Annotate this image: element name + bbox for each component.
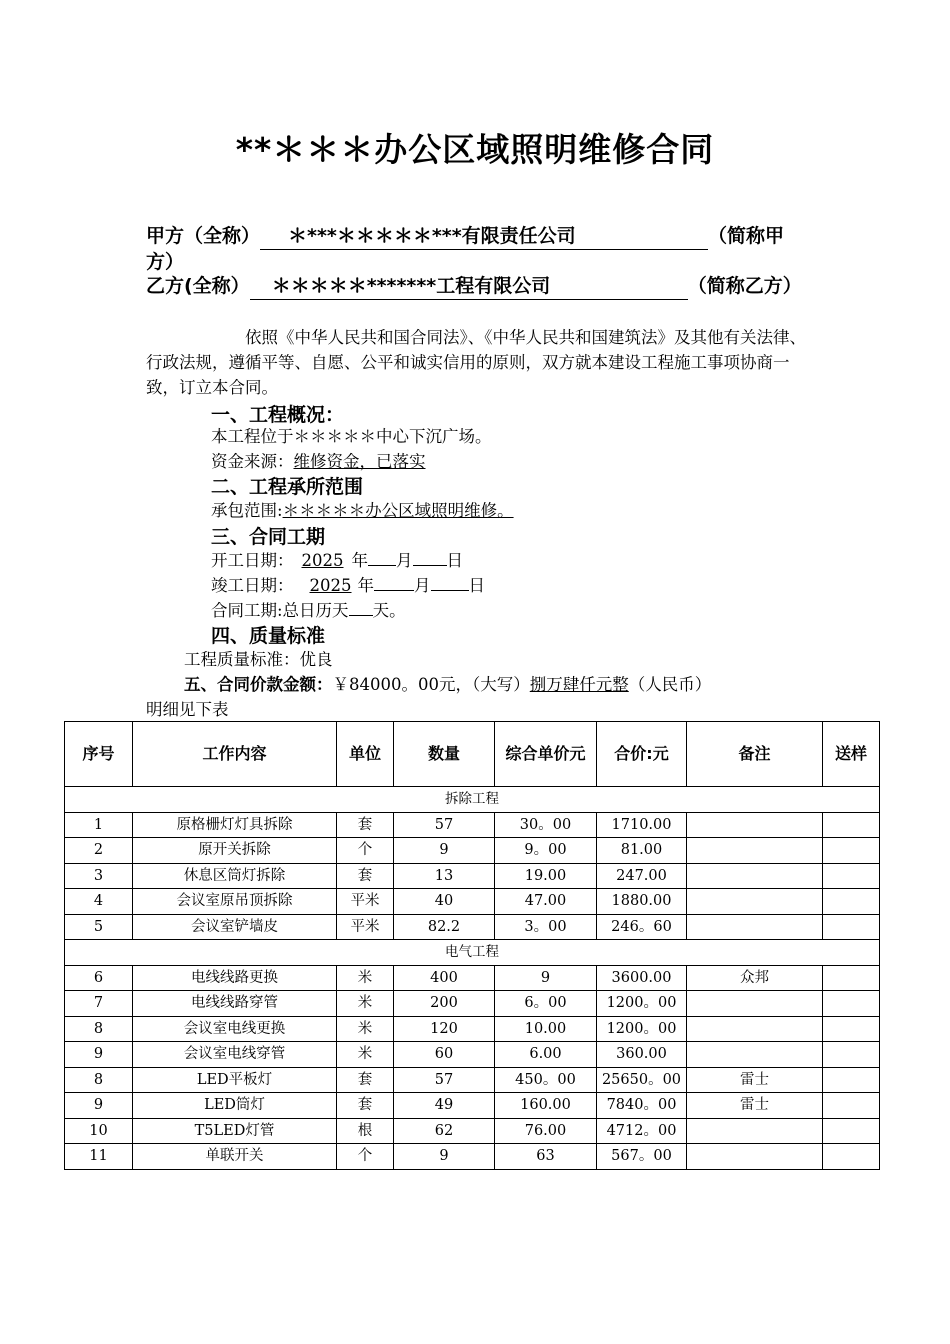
start-year: 2025 <box>301 551 344 570</box>
table-cell <box>687 838 823 864</box>
table-cell: 6.00 <box>495 1042 597 1068</box>
table-cell <box>823 965 880 991</box>
table-row <box>65 1016 880 1042</box>
table-cell: 82.2 <box>394 914 495 940</box>
table-cell: 1880.00 <box>597 889 687 915</box>
table-cell: 个 <box>337 1144 394 1170</box>
end-month-blank <box>374 572 414 591</box>
party-b-name: ＊＊＊＊＊*******工程有限公司 <box>250 274 688 300</box>
table-cell: 160.00 <box>495 1093 597 1119</box>
fund-source-label: 资金来源： <box>211 452 294 471</box>
table-cell: 1200。00 <box>597 1016 687 1042</box>
table-cell: 雷士 <box>687 1067 823 1093</box>
table-cell: 米 <box>337 1016 394 1042</box>
table-cell <box>823 838 880 864</box>
table-row <box>65 863 880 889</box>
table-row <box>65 812 880 838</box>
section-2-heading: 二、工程承所范围 <box>211 476 364 498</box>
table-cell: 电线线路穿管 <box>133 991 337 1017</box>
table-cell <box>823 1042 880 1068</box>
table-cell: 120 <box>394 1016 495 1042</box>
table-cell: 平米 <box>337 914 394 940</box>
period-unit: 天。 <box>372 601 406 620</box>
contract-title: **＊＊＊办公区域照明维修合同 <box>235 130 715 169</box>
party-b-suffix: （简称乙方） <box>687 275 802 297</box>
table-cell: T5LED灯管 <box>133 1118 337 1144</box>
table-cell: 个 <box>337 838 394 864</box>
cost-breakdown-table <box>64 721 880 1170</box>
table-cell: 米 <box>337 991 394 1017</box>
table-cell: 11 <box>65 1144 133 1170</box>
table-cell: 6 <box>65 965 133 991</box>
table-cell: 9 <box>495 965 597 991</box>
table-cell <box>823 991 880 1017</box>
column-header: 工作内容 <box>133 722 337 787</box>
table-row <box>65 991 880 1017</box>
table-cell: 7840。00 <box>597 1093 687 1119</box>
day-char: 日 <box>468 576 485 595</box>
table-cell: 62 <box>394 1118 495 1144</box>
end-date-label: 竣工日期： <box>211 576 294 595</box>
table-cell: 567。00 <box>597 1144 687 1170</box>
table-cell: 4712。00 <box>597 1118 687 1144</box>
table-cell: 1 <box>65 812 133 838</box>
table-cell: 13 <box>394 863 495 889</box>
section-5-heading: 五、合同价款金额： <box>184 675 333 694</box>
table-cell: 米 <box>337 965 394 991</box>
table-cell <box>823 812 880 838</box>
quality-standard: 工程质量标准：优良 <box>184 650 333 669</box>
table-cell: 原开关拆除 <box>133 838 337 864</box>
table-cell: 19.00 <box>495 863 597 889</box>
fund-source-value: 维修资金，已落实 <box>293 452 426 471</box>
table-cell: 会议室铲墙皮 <box>133 914 337 940</box>
table-cell: 8 <box>65 1067 133 1093</box>
project-location: 本工程位于＊＊＊＊＊中心下沉广场。 <box>211 427 492 446</box>
detail-note: 明细见下表 <box>146 700 229 719</box>
party-b-label: 乙方(全称） <box>146 275 250 297</box>
table-cell: 3600.00 <box>597 965 687 991</box>
table-cell: 众邦 <box>687 965 823 991</box>
table-cell: 5 <box>65 914 133 940</box>
period-blank <box>349 597 373 616</box>
table-cell: 3 <box>65 863 133 889</box>
table-cell: 76.00 <box>495 1118 597 1144</box>
end-date-line <box>211 572 485 598</box>
table-cell: 30。00 <box>495 812 597 838</box>
table-cell <box>687 889 823 915</box>
price-in-words: 捌万肆仟元整 <box>529 675 629 694</box>
table-cell <box>823 863 880 889</box>
column-header: 单位 <box>337 722 394 787</box>
fund-source-line <box>211 449 426 474</box>
table-cell <box>687 812 823 838</box>
table-cell: 6。00 <box>495 991 597 1017</box>
table-cell: 10 <box>65 1118 133 1144</box>
section-row <box>65 787 880 813</box>
table-cell: 单联开关 <box>133 1144 337 1170</box>
column-header: 数量 <box>394 722 495 787</box>
column-header: 备注 <box>687 722 823 787</box>
table-cell: 平米 <box>337 889 394 915</box>
section-1-heading: 一、工程概况： <box>211 404 345 426</box>
table-cell: 会议室电线穿管 <box>133 1042 337 1068</box>
party-a-suffix: （简称甲方） <box>146 225 785 273</box>
scope-label: 承包范围: <box>211 501 283 520</box>
start-month-blank <box>368 547 396 566</box>
table-cell <box>687 863 823 889</box>
table-cell: 2 <box>65 838 133 864</box>
table-cell: 原格栅灯灯具拆除 <box>133 812 337 838</box>
party-a-line <box>146 224 806 275</box>
table-cell: 9 <box>394 838 495 864</box>
table-cell: 9 <box>394 1144 495 1170</box>
end-year: 2025 <box>309 576 352 595</box>
table-cell <box>687 1042 823 1068</box>
table-header-row <box>65 722 880 787</box>
table-cell: 200 <box>394 991 495 1017</box>
price-line <box>184 672 711 697</box>
table-cell: LED筒灯 <box>133 1093 337 1119</box>
table-cell <box>823 1118 880 1144</box>
table-cell: 246。60 <box>597 914 687 940</box>
period-line <box>211 597 406 623</box>
table-cell <box>823 889 880 915</box>
party-b-line <box>146 274 806 300</box>
table-row <box>65 838 880 864</box>
table-cell: 1710.00 <box>597 812 687 838</box>
intro-paragraph: 依照《中华人民共和国合同法》、《中华人民共和国建筑法》及其他有关法律、行政法规，遵循平等、自愿、公平和诚实信用的原则，双方就本建设工程施工事项协商一致，订立本合同。 <box>146 328 806 397</box>
table-cell <box>687 1118 823 1144</box>
period-label: 合同工期:总日历天 <box>211 601 349 620</box>
table-cell: 套 <box>337 812 394 838</box>
table-cell <box>687 914 823 940</box>
table-cell <box>823 1093 880 1119</box>
party-a-label: 甲方（全称） <box>146 225 261 247</box>
end-day-blank <box>431 572 469 591</box>
table-cell <box>823 1144 880 1170</box>
table-row <box>65 914 880 940</box>
section-4-heading: 四、质量标准 <box>211 625 326 647</box>
table-cell: 米 <box>337 1042 394 1068</box>
table-cell: 9 <box>65 1093 133 1119</box>
table-cell: 9 <box>65 1042 133 1068</box>
table-cell: 450。00 <box>495 1067 597 1093</box>
table-cell: 57 <box>394 812 495 838</box>
table-cell: 40 <box>394 889 495 915</box>
table-cell: 360.00 <box>597 1042 687 1068</box>
table-cell: 1200。00 <box>597 991 687 1017</box>
scope-line <box>211 498 514 523</box>
table-cell: 25650。00 <box>597 1067 687 1093</box>
table-cell <box>687 1144 823 1170</box>
table-row <box>65 1042 880 1068</box>
year-char: 年 <box>357 576 374 595</box>
table-cell: 63 <box>495 1144 597 1170</box>
table-row <box>65 965 880 991</box>
table-cell: LED平板灯 <box>133 1067 337 1093</box>
section-row <box>65 940 880 966</box>
table-cell: 电线线路更换 <box>133 965 337 991</box>
table-cell: 81.00 <box>597 838 687 864</box>
year-char: 年 <box>351 551 368 570</box>
start-day-blank <box>413 547 447 566</box>
table-cell: 休息区筒灯拆除 <box>133 863 337 889</box>
start-date-label: 开工日期： <box>211 551 294 570</box>
column-header: 综合单价元 <box>495 722 597 787</box>
column-header: 合价:元 <box>597 722 687 787</box>
column-header: 送样 <box>823 722 880 787</box>
table-cell <box>687 1016 823 1042</box>
table-row <box>65 1067 880 1093</box>
table-cell: 会议室电线更换 <box>133 1016 337 1042</box>
section-title: 电气工程 <box>65 940 880 966</box>
price-currency: （人民币） <box>628 675 712 694</box>
table-cell <box>687 991 823 1017</box>
price-amount: ￥84000。00元，（大写） <box>332 675 530 694</box>
month-char: 月 <box>414 576 431 595</box>
table-cell <box>823 1067 880 1093</box>
section-3-heading: 三、合同工期 <box>211 526 326 548</box>
table-cell: 8 <box>65 1016 133 1042</box>
table-cell: 60 <box>394 1042 495 1068</box>
table-cell: 47.00 <box>495 889 597 915</box>
party-a-name: ＊***＊＊＊＊＊***有限责任公司 <box>260 224 708 250</box>
column-header: 序号 <box>65 722 133 787</box>
table-cell: 3。00 <box>495 914 597 940</box>
table-cell <box>823 914 880 940</box>
table-cell: 9。00 <box>495 838 597 864</box>
table-row <box>65 889 880 915</box>
scope-value: ＊＊＊＊＊办公区域照明维修。 <box>282 501 514 520</box>
table-cell: 套 <box>337 1067 394 1093</box>
table-cell: 247.00 <box>597 863 687 889</box>
table-cell <box>823 1016 880 1042</box>
table-cell: 套 <box>337 863 394 889</box>
table-cell: 400 <box>394 965 495 991</box>
start-date-line <box>211 547 463 573</box>
table-cell: 10.00 <box>495 1016 597 1042</box>
table-cell: 套 <box>337 1093 394 1119</box>
month-char: 月 <box>396 551 413 570</box>
table-cell: 57 <box>394 1067 495 1093</box>
table-cell: 会议室原吊顶拆除 <box>133 889 337 915</box>
day-char: 日 <box>446 551 463 570</box>
table-cell: 4 <box>65 889 133 915</box>
table-cell: 根 <box>337 1118 394 1144</box>
table-cell: 雷士 <box>687 1093 823 1119</box>
table-row <box>65 1144 880 1170</box>
table-cell: 49 <box>394 1093 495 1119</box>
section-title: 拆除工程 <box>65 787 880 813</box>
table-cell: 7 <box>65 991 133 1017</box>
table-row <box>65 1118 880 1144</box>
table-row <box>65 1093 880 1119</box>
